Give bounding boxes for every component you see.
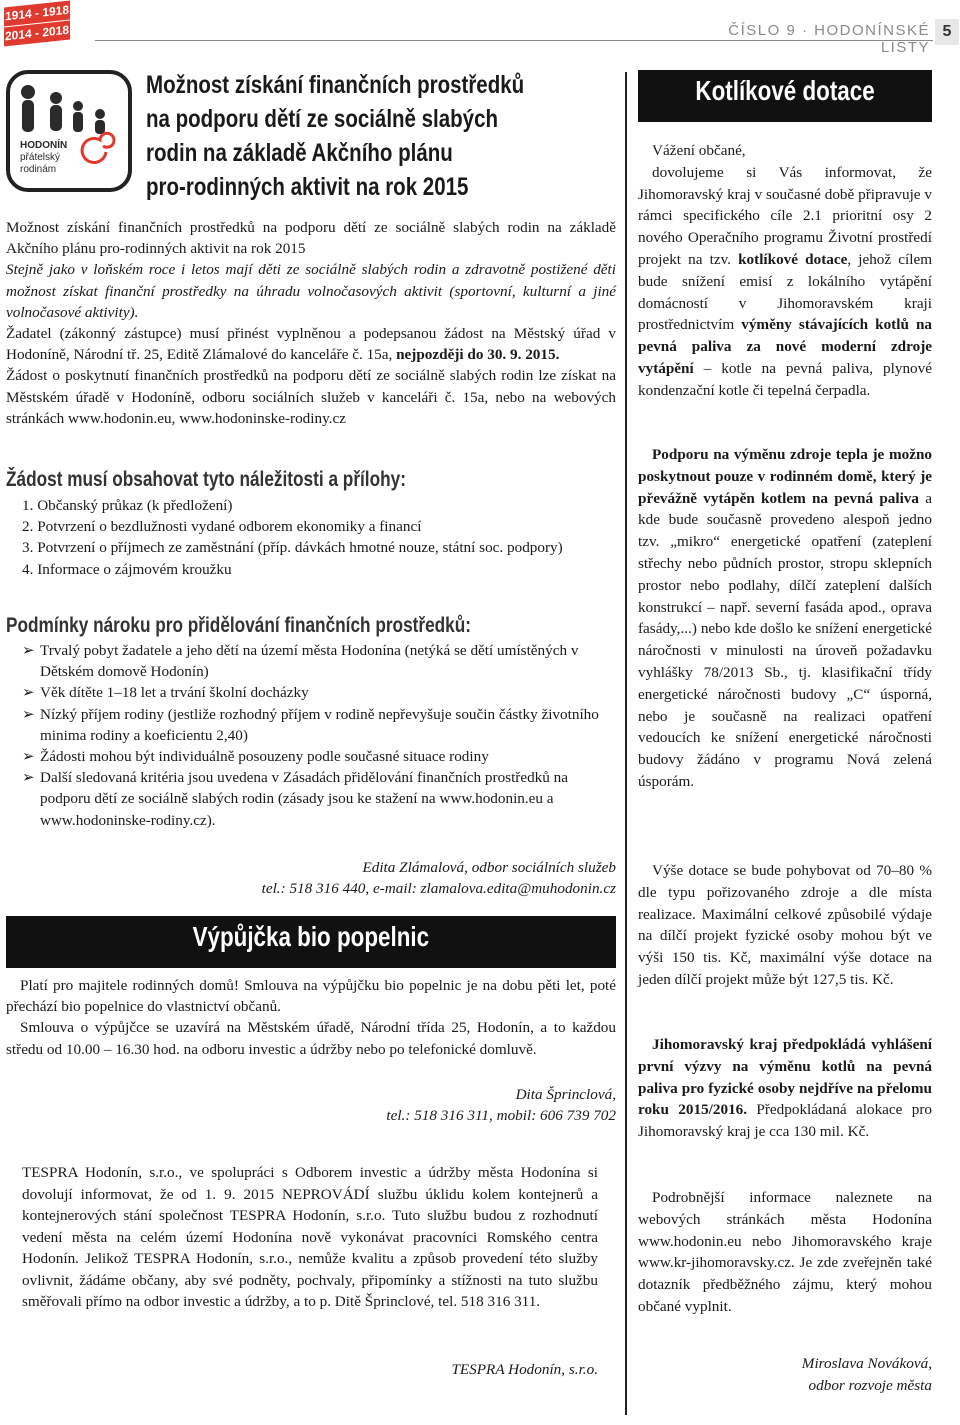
- arrow-icon: ➢: [22, 684, 35, 702]
- bio-bins-body: Platí pro majitele rodinných domů! Smlouva na výpůjčku bio popelnic je na dobu pěti let, poté přechází bio popelnice do vlastnictví občanů. Smlouva o výpůjčce se uzavírá na Městském úřadě, Národní třída 25, Hodonín, a to každou středu od 10.00 – 16.30 hod. na odboru investic a údržby nebo po telefonické domluvě.: [6, 977, 616, 1058]
- family-icon: [16, 80, 126, 184]
- boiler-intro: Vážení občané, dovolujeme si Vás informovat, že Jihomoravský kraj v současné době připravuje v rámci specifického cíle 2.1 prioritní osy 2 nového Operačního programu Životní prostředí projekt na tzv. kotlíkové dotace, jehož cílem bude snížení emisí z lokálního vytápění domácností v Jihomoravském kraji prostřednictvím výměny stávajících kotlů na pevná paliva za nové moderní zdroje vytápění – kotle na pevná paliva, plynové kondenzační kotle či tepelná čerpadla.: [638, 142, 933, 399]
- svg-text:rodinám: rodinám: [20, 164, 57, 175]
- list-item: ➢ Věk dítěte 1–18 let a trvání školní docházky: [22, 682, 616, 703]
- article-signature: Edita Zlámalová, odbor sociálních služeb tel.: 518 316 440, e-mail: zlamalova.edita@muhodonin.cz: [261, 859, 616, 898]
- list-item: 2. Potvrzení o bezdlužnosti vydané odborem ekonomiky a financí: [22, 518, 422, 536]
- arrow-icon: ➢: [22, 748, 35, 766]
- conditions-heading: Podmínky nároku pro přidělování finančních prostředků:: [6, 614, 472, 637]
- requirements-list: [22, 495, 616, 580]
- list-item: 1. Občanský průkaz (k předložení): [22, 497, 233, 514]
- list-item: ➢ Žádosti mohou být individuálně posouzeny podle současné situace rodiny: [22, 746, 616, 767]
- boiler-amounts: Výše dotace se bude pohybovat od 70–80 % dle typu pořizovaného zdroje a dle místa realizace. Maximální celkové způsobilé výdaje na dílčí projekt fyzické osoby mohou být ve výši 150 tis. Kč, maximální výše dotace na jeden dílčí projekt může být 127,5 tis. Kč.: [638, 862, 932, 988]
- svg-text:přátelský: přátelský: [20, 152, 61, 163]
- requirements-heading: Žádost musí obsahovat tyto náležitosti a přílohy:: [6, 468, 406, 491]
- boiler-eligibility: Podporu na výměnu zdroje tepla je možno poskytnout pouze v rodinném domě, který je převážně vytápěn kotlem na pevná paliva a kde bude současně provedeno alespoň jedno tzv. „mikro“ energetické opatření (zateplení střechy nebo půdních prostor, stropu sklepních prostor nebo podlahy, dílčí zateplení dalších konstrukcí – např. severní fasáda apod., oprava fasády,...) nebo kde došlo ke snížení energetické náročnosti v minulosti na úroveň požadavku vyhlášky 78/2013 Sb., tj. klasifikační třídy energetické náročnosti budovy „C“ úsporná, nebo je současně na realizaci opatření vedoucích ke snížení energetické náročnosti budovy žádáno v programu Nová zelená úsporám.: [638, 446, 932, 790]
- conditions-list: [22, 640, 616, 831]
- issue-label: ČÍSLO 9 · HODONÍNSKÉ LISTY: [728, 22, 930, 56]
- boiler-more-info: Podrobnější informace naleznete na webových stránkách města Hodonína www.hodonin.eu nebo Jihomoravského kraje www.kr-jihomoravsky.cz. Je zde zveřejněn také dotazník předběžného zájmu, který mohou občané vyplnit.: [638, 1189, 932, 1315]
- page-number: 5: [935, 19, 959, 45]
- list-item: 3. Potvrzení o příjmech ze zaměstnání (příp. dávkách hmotné nouze, státní soc. podpory): [22, 539, 563, 557]
- column-divider: [625, 72, 627, 1415]
- anniversary-badge: [4, 4, 70, 42]
- badge-bottom: 2014 - 2018: [4, 21, 70, 47]
- list-item: ➢ Trvalý pobyt žadatele a jeho dětí na území města Hodonína (netýká se dětí umístěných v Dětském domově Hodonín): [22, 642, 579, 681]
- tespra-notice: TESPRA Hodonín, s.r.o., ve spolupráci s Odborem investic a údržby města Hodonína si dovolují informovat, že od 1. 9. 2015 NEPROVÁDÍ službu úklidu kolem kontejnerů a kontejnerových stání společnost TESPRA Hodonín, s.r.o. Tuto službu budou z rozhodnutí vedení města na celém území Hodonína nově vykonávat pracovníci Romského centra Hodonín. Jelikož TESPRA Hodonín, s.r.o., nemůže kvalitu a způsob provedení této služby ovlivnit, žádáme občany, aby své podněty, pochvaly, připomínky a stížnosti na tuto službu směřovali přímo na odbor investic a údržby, a to p. Ditě Šprinclové, tel. 518 316 311.: [22, 1164, 598, 1310]
- tespra-signature: TESPRA Hodonín, s.r.o.: [451, 1361, 598, 1378]
- arrow-icon: ➢: [22, 769, 35, 787]
- application-paragraph: Žádost o poskytnutí finančních prostředků na podporu dětí ze sociálně slabých rodin lze získat na Městském úřadě v Hodoníně, odboru sociálních služeb v kanceláři č. 15a, nebo na webových stránkách www.hodonin.eu, www.hodoninske-rodiny.cz: [6, 367, 616, 427]
- svg-text:HODONÍN: HODONÍN: [20, 140, 68, 151]
- boiler-call: Jihomoravský kraj předpokládá vyhlášení první výzvy na výměnu kotlů na pevná paliva pro fyzické osoby nejdříve na přelomu roku 2015/2016. Předpokládaná alokace pro Jihomoravský kraj je cca 130 mil. Kč.: [638, 1036, 932, 1141]
- list-item: ➢ Další sledovaná kritéria jsou uvedena v Zásadách přidělování finančních prostředků na podporu dětí ze sociálně slabých rodin (zásady jsou ke stažení na www.hodonin.eu a www.hodoninske-rodiny.cz).: [22, 769, 569, 829]
- boiler-signature: Miroslava Nováková, odbor rozvoje města: [801, 1355, 932, 1394]
- arrow-icon: ➢: [22, 642, 35, 659]
- article-body: [6, 217, 616, 429]
- boiler-subsidy-banner: Kotlíkové dotace: [638, 70, 932, 122]
- lead-paragraph: Možnost získání finančních prostředků na podporu dětí ze sociálně slabých rodin na základě Akčního plánu pro-rodinných aktivit na rok 2015: [6, 219, 616, 258]
- badge-top: 1914 - 1918: [4, 1, 70, 27]
- deadline-paragraph: Žadatel (zákonný zástupce) musí přinést vyplněnou a podepsanou žádost na Městský úřad v Hodoníně, Národní tř. 25, Editě Zlámalové do kanceláře č. 15a, nejpozději do 30. 9. 2015.: [6, 325, 616, 364]
- list-item: ➢ Nízký příjem rodiny (jestliže rozhodný příjem v rodině nepřevyšuje součin částky životního minima rodiny a koeficientu 2,40): [22, 705, 599, 744]
- family-friendly-logo: [6, 70, 132, 192]
- bio-bins-banner: Výpůjčka bio popelnic: [6, 916, 616, 968]
- bio-bins-signature: Dita Šprinclová, tel.: 518 316 311, mobil: 606 739 702: [386, 1086, 616, 1125]
- article-title: Možnost získání finančních prostředků na podporu dětí ze sociálně slabých rodin na základě Akčního plánu pro-rodinných aktivit na rok 2015: [146, 71, 525, 201]
- list-item: 4. Informace o zájmovém kroužku: [22, 560, 232, 578]
- italic-paragraph: Stejně jako v loňském roce i letos mají děti ze sociálně slabých rodin a zdravotně postižené děti možnost získat finanční prostředky na úhradu volnočasových aktivit (sportovní, kulturní a jiné volnočasové aktivity).: [6, 261, 616, 321]
- arrow-icon: ➢: [22, 705, 35, 723]
